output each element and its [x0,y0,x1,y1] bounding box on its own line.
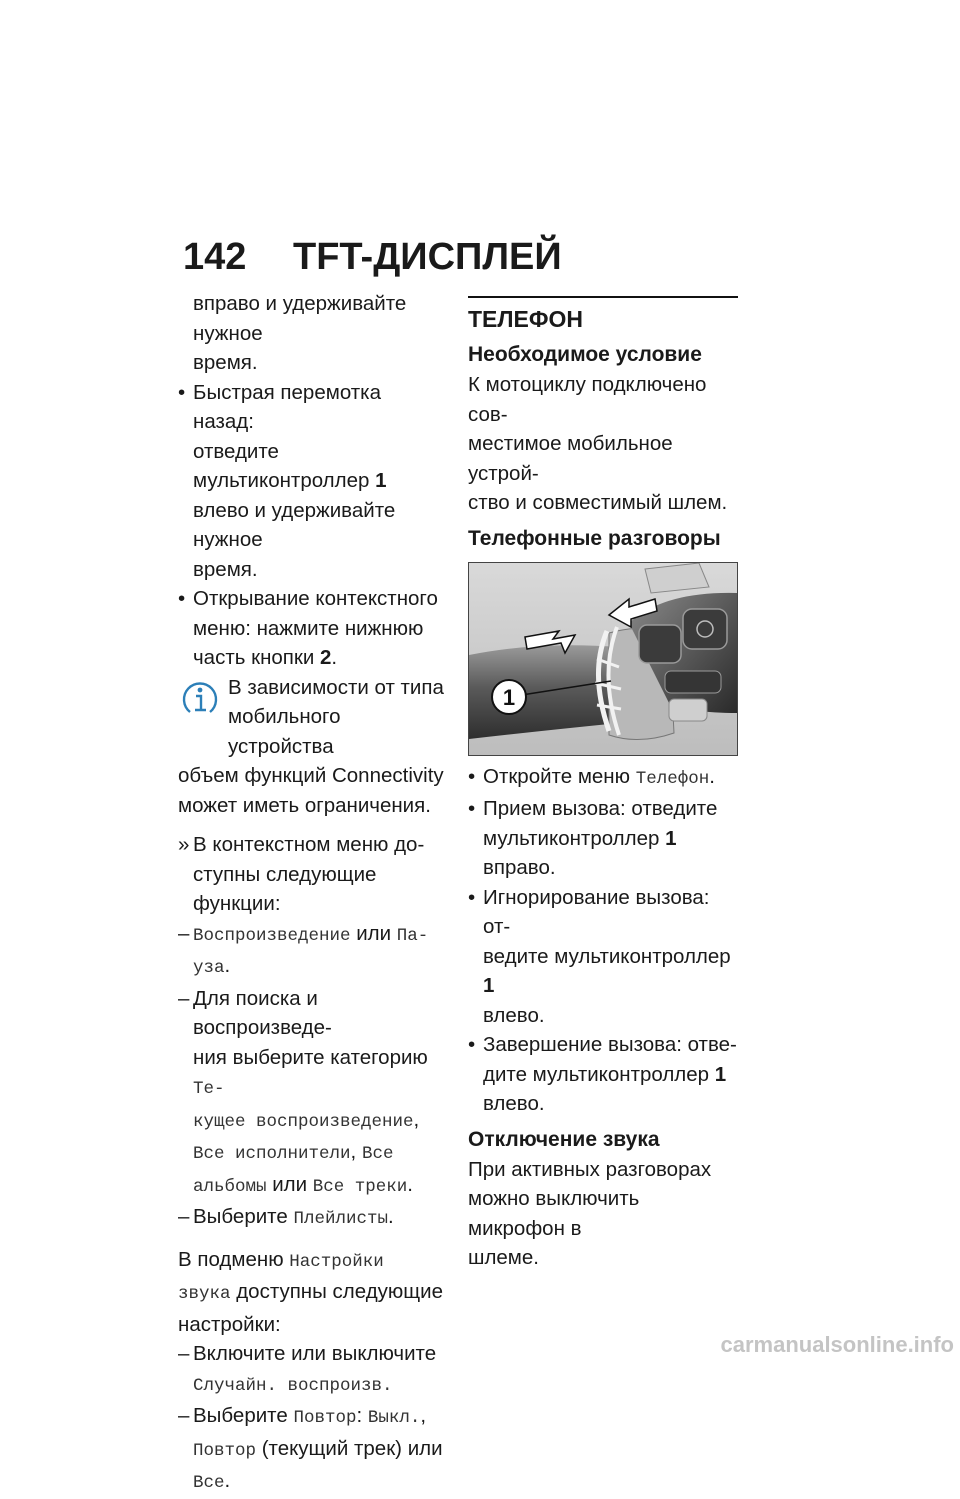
bullet-end-call: • Завершение вызова: отве- дите мультиконтроллер 1 влево. [468,1030,738,1119]
right-column [468,296,738,1273]
info-note: В зависимости от типа мобильного устройства объем функций Connectivity может иметь ограничения. [178,675,444,817]
page-number: 142 [183,236,247,278]
callout-1: 1 [502,684,516,710]
dash-playlists: – Выберите Плейлисты. [178,1202,446,1235]
page-header [183,236,562,279]
result-context-menu: » В контекстном меню до- ступны следующие функции: [178,830,446,919]
bullet-marker: • [468,764,476,788]
handlebar-photo [468,562,738,756]
bullet-marker: • [468,885,476,909]
dash-search: – Для поиска и воспроизведе- ния выберите категорию Те- кущее воспроизведение, Все исполнители, Все альбомы или Все треки. [178,984,446,1203]
dash-marker: – [178,1342,190,1365]
dash-shuffle: – Включите или выключите Случайн. воспроизв. [178,1339,446,1401]
continued-text: вправо и удерживайте нужное время. [193,292,407,374]
section-rule [468,296,738,298]
heading-mute: Отключение звука [468,1127,660,1151]
bullet-accept-call: • Прием вызова: отведите мультиконтроллер 1 вправо. [468,794,738,883]
watermark-footer: carmanualsonline.info [720,1332,954,1357]
dash-marker: – [178,921,190,945]
dash-playback: – Воспроизведение или Па- уза. [178,919,446,984]
arrow-marker: » [178,833,190,856]
bullet-rewind: • Быстрая перемотка назад: отведите мультиконтроллер 1 влево и удерживайте нужное время. [178,378,446,585]
bullet-open-phone: • Откройте меню Телефон. [468,762,738,795]
dash-marker: – [178,1404,190,1427]
requirement-paragraph: К мотоциклу подключено сов- местимое мобильное устрой- ство и совместимый шлем. [468,373,728,514]
heading-requirement: Необходимое условие [468,343,702,366]
bullet-ignore-call: • Игнорирование вызова: от- ведите мультиконтроллер 1 влево. [468,883,738,1031]
page-title: TFT-ДИСПЛЕЙ [293,236,562,278]
handlebar-illustration [469,563,737,755]
dash-marker: – [178,1205,190,1228]
heading-phone-calls: Телефонные разговоры [468,526,721,550]
dash-repeat: – Выберите Повтор: Выкл., Повтор (текущий трек) или Все. [178,1401,446,1499]
bullet-marker: • [178,380,186,404]
dash-marker: – [178,986,190,1010]
bullet-marker: • [178,587,186,610]
bullet-marker: • [468,1033,476,1056]
mute-paragraph: При активных разговорах можно выключить микрофон в шлеме. [468,1157,712,1269]
section-title: ТЕЛЕФОН [468,306,583,332]
bullet-context-menu: • Открывание контекстного меню: нажмите нижнюю часть кнопки 2. [178,584,446,673]
sound-settings-paragraph: В подменю Настройки звука доступны следующие настройки: [178,1247,444,1336]
left-column [178,289,446,1499]
bullet-marker: • [468,797,476,820]
info-icon [180,679,220,719]
